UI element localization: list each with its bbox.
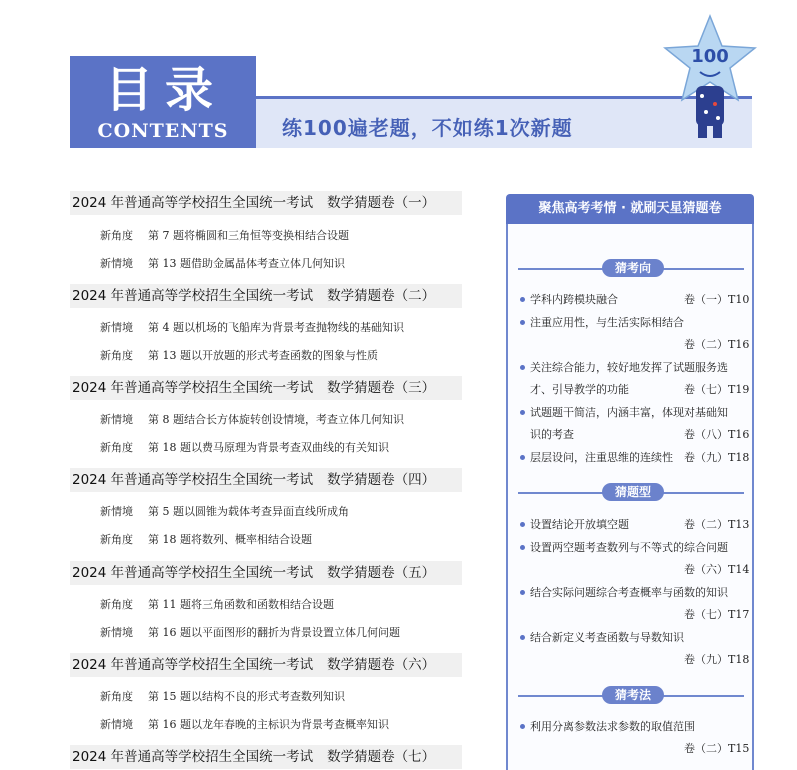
list-item xyxy=(100,717,389,733)
entry-ref: 卷（二）T16 xyxy=(684,338,750,351)
item-text: 第 4 题以机场的飞船库为背景考查抛物线的基础知识 xyxy=(148,321,404,334)
paper-title-7[interactable]: 2024 年普通高等学校招生全国统一考试 数学猜题卷（七） xyxy=(70,745,462,769)
paper-subject: 数学猜题卷（七） xyxy=(327,749,436,765)
bullet-icon xyxy=(520,545,525,550)
item-text: 第 16 题以龙年春晚的主标识为背景考查概率知识 xyxy=(148,718,389,731)
item-text: 第 18 题以费马原理为背景考查双曲线的有关知识 xyxy=(148,441,389,454)
star-mascot-icon xyxy=(660,12,760,142)
item-tag: 新角度 xyxy=(100,598,133,611)
entry-text: 试题题干简洁，内涵丰富，体现对基础知 xyxy=(530,406,728,419)
paper-title-3[interactable]: 2024 年普通高等学校招生全国统一考试 数学猜题卷（三） xyxy=(70,376,462,400)
section-label-method: 猜考法 xyxy=(602,686,664,704)
entry-text: 才、引导教学的功能 xyxy=(530,383,629,396)
bullet-icon xyxy=(520,320,525,325)
bullet-icon xyxy=(520,365,525,370)
paper-title-5[interactable]: 2024 年普通高等学校招生全国统一考试 数学猜题卷（五） xyxy=(70,561,462,585)
paper-subject: 数学猜题卷（四） xyxy=(327,472,436,488)
list-item xyxy=(100,689,345,705)
entry-ref: 卷（八）T16 xyxy=(684,428,750,441)
entry-text: 利用分离参数法求参数的取值范围 xyxy=(530,720,695,733)
entry-text: 注重应用性，与生活实际相结合 xyxy=(530,316,684,329)
item-tag: 新角度 xyxy=(100,690,133,703)
page-subtitle: CONTENTS xyxy=(97,120,229,142)
paper-title-6[interactable]: 2024 年普通高等学校招生全国统一考试 数学猜题卷（六） xyxy=(70,653,462,677)
list-item xyxy=(100,228,349,244)
bullet-icon xyxy=(520,297,525,302)
entry-ref: 卷（七）T17 xyxy=(684,608,750,621)
list-item xyxy=(100,625,400,641)
entry-text: 关注综合能力，较好地发挥了试题服务选 xyxy=(530,361,728,374)
entry-ref: 卷（七）T19 xyxy=(684,383,750,396)
entry-ref: 卷（六）T14 xyxy=(684,563,750,576)
entry-ref: 卷（一）T10 xyxy=(684,293,750,306)
item-text: 第 7 题将椭圆和三角恒等变换相结合设题 xyxy=(148,229,349,242)
entry-text: 结合新定义考查函数与导数知识 xyxy=(530,631,684,644)
item-tag: 新角度 xyxy=(100,441,133,454)
bullet-icon xyxy=(520,522,525,527)
mascot-text: 100 xyxy=(691,46,729,67)
item-text: 第 15 题以结构不良的形式考查数列知识 xyxy=(148,690,345,703)
item-tag: 新角度 xyxy=(100,229,133,242)
item-text: 第 13 题以开放题的形式考查函数的图象与性质 xyxy=(148,349,378,362)
entry-text: 识的考查 xyxy=(530,428,574,441)
paper-title-2[interactable]: 2024 年普通高等学校招生全国统一考试 数学猜题卷（二） xyxy=(70,284,462,308)
entry-text: 结合实际问题综合考查概率与函数的知识 xyxy=(530,586,728,599)
item-tag: 新情境 xyxy=(100,505,133,518)
item-tag: 新情境 xyxy=(100,321,133,334)
item-text: 第 8 题结合长方体旋转创设情境，考查立体几何知识 xyxy=(148,413,404,426)
slogan: 练100遍老题，不如练1次新题 xyxy=(282,116,573,140)
paper-title-1[interactable]: 2024 年普通高等学校招生全国统一考试 数学猜题卷（一） xyxy=(70,191,462,215)
entry-ref: 卷（二）T15 xyxy=(684,742,750,755)
item-tag: 新情境 xyxy=(100,718,133,731)
list-item xyxy=(100,320,404,336)
entry-ref: 卷（九）T18 xyxy=(684,653,750,666)
item-text: 第 18 题将数列、概率相结合设题 xyxy=(148,533,312,546)
list-item xyxy=(100,256,345,272)
section-label-trend: 猜考向 xyxy=(602,259,664,277)
entry-ref: 卷（九）T18 xyxy=(684,451,750,464)
item-text: 第 11 题将三角函数和函数相结合设题 xyxy=(148,598,334,611)
bullet-icon xyxy=(520,590,525,595)
page-title: 目录 xyxy=(104,62,225,118)
entry-text: 设置两空题考查数列与不等式的综合问题 xyxy=(530,541,728,554)
panel-title: 聚焦高考考情 · 就刷天星猜题卷 xyxy=(506,194,754,224)
paper-subject: 数学猜题卷（一） xyxy=(327,195,436,211)
entry-ref: 卷（二）T13 xyxy=(684,518,750,531)
entry-text: 学科内跨模块融合 xyxy=(530,293,618,306)
entry-text: 层层设问，注重思维的连续性 xyxy=(530,451,673,464)
paper-subject: 数学猜题卷（五） xyxy=(327,565,436,581)
list-item xyxy=(100,504,349,520)
item-text: 第 16 题以平面图形的翻折为背景设置立体几何问题 xyxy=(148,626,400,639)
list-item xyxy=(100,348,378,364)
paper-subject: 数学猜题卷（二） xyxy=(327,288,436,304)
item-tag: 新情境 xyxy=(100,626,133,639)
list-item xyxy=(100,412,404,428)
bullet-icon xyxy=(520,724,525,729)
item-text: 第 5 题以圆锥为载体考查异面直线所成角 xyxy=(148,505,349,518)
bullet-icon xyxy=(520,410,525,415)
item-tag: 新角度 xyxy=(100,533,133,546)
bullet-icon xyxy=(520,455,525,460)
list-item xyxy=(100,597,334,613)
paper-title-4[interactable]: 2024 年普通高等学校招生全国统一考试 数学猜题卷（四） xyxy=(70,468,462,492)
item-tag: 新情境 xyxy=(100,413,133,426)
list-item xyxy=(100,532,312,548)
paper-subject: 数学猜题卷（六） xyxy=(327,657,436,673)
item-text: 第 13 题借助金属晶体考查立体几何知识 xyxy=(148,257,345,270)
list-item xyxy=(100,440,389,456)
bullet-icon xyxy=(520,635,525,640)
section-label-question-type: 猜题型 xyxy=(602,483,664,501)
paper-subject: 数学猜题卷（三） xyxy=(327,380,436,396)
item-tag: 新角度 xyxy=(100,349,133,362)
entry-text: 设置结论开放填空题 xyxy=(530,518,629,531)
item-tag: 新情境 xyxy=(100,257,133,270)
